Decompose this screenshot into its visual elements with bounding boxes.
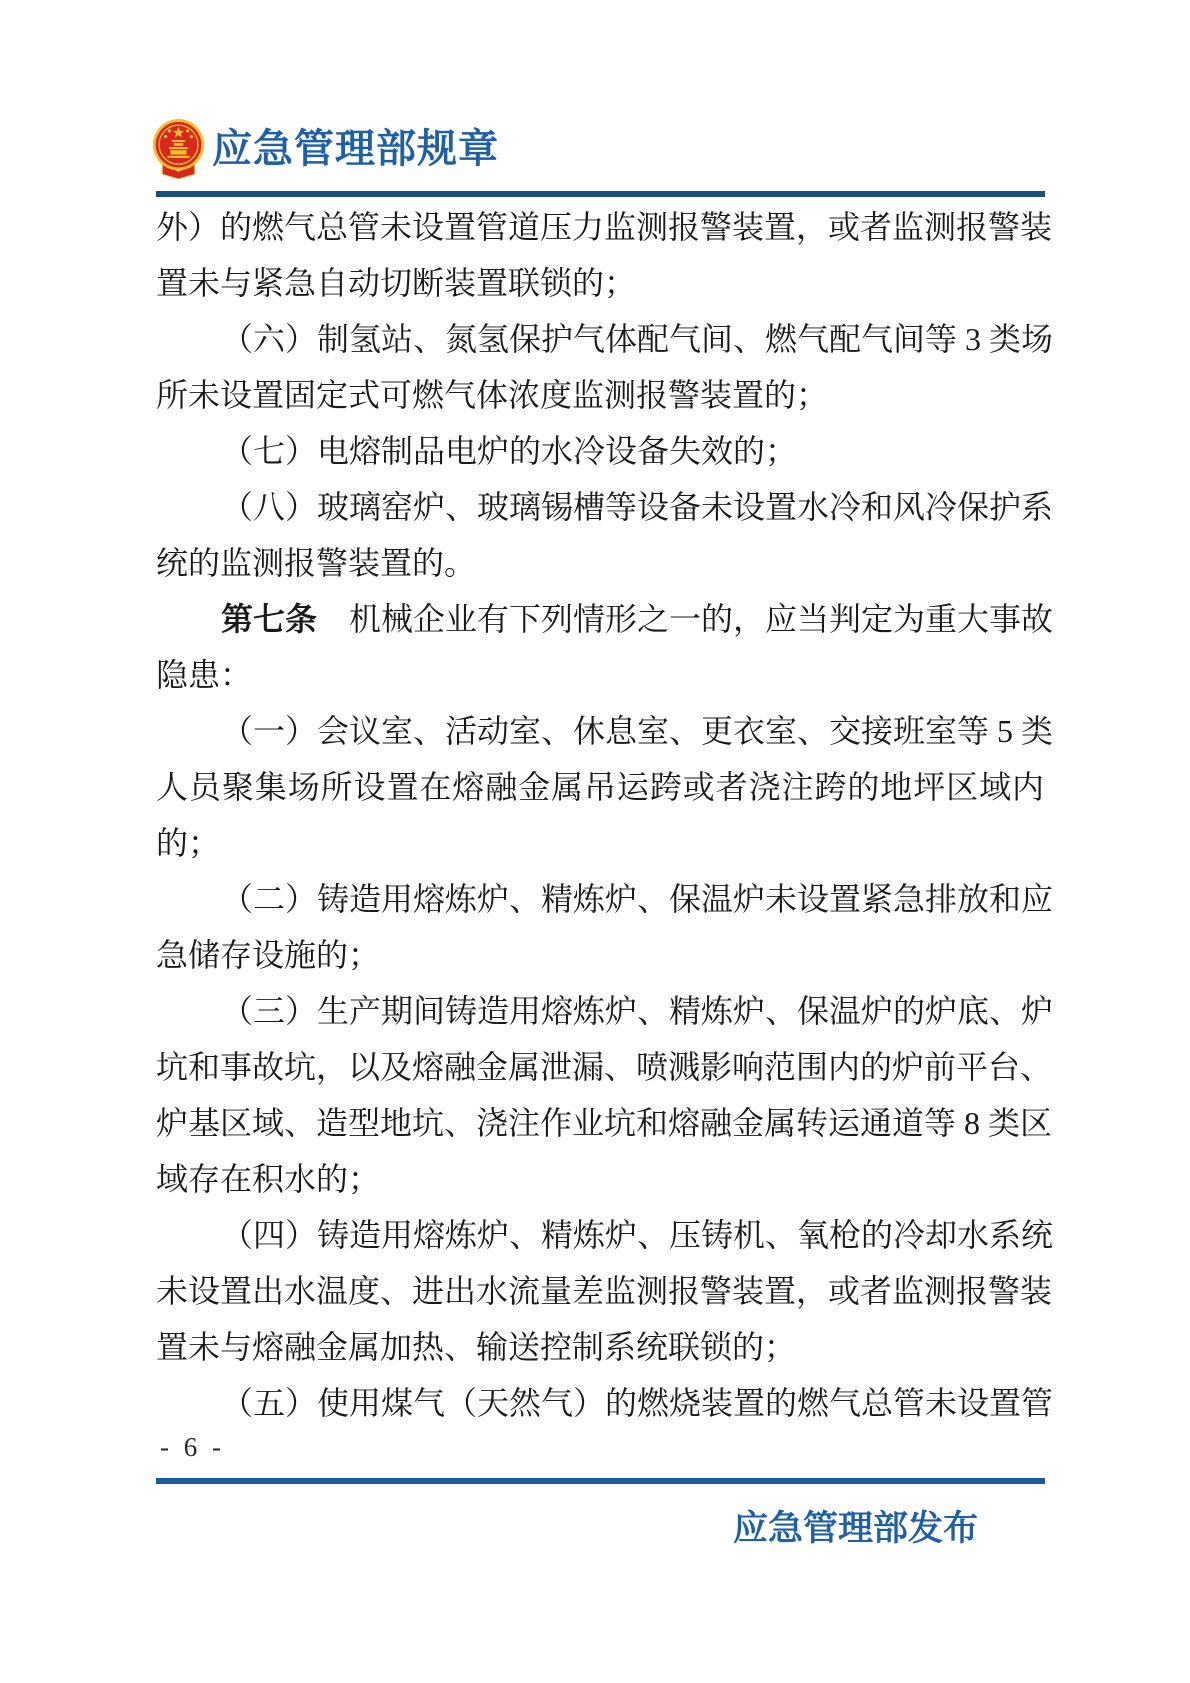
body-line: （五）使用煤气（天然气）的燃烧装置的燃气总管未设置管 xyxy=(221,1385,1054,1421)
body-line: 统的监测报警装置的。 xyxy=(156,545,477,581)
page-number: - 6 - xyxy=(160,1432,225,1462)
body-line: （二）铸造用熔炼炉、精炼炉、保温炉未设置紧急排放和应 xyxy=(221,881,1054,917)
body-line: （六）制氢站、氮氢保护气体配气间、燃气配气间等 3 类场 xyxy=(221,321,1054,357)
body-line: 的； xyxy=(156,825,221,861)
body-line: 隐患： xyxy=(156,657,253,693)
body-line: 急储存设施的； xyxy=(156,937,381,973)
article-number: 第七条 xyxy=(221,601,318,637)
national-emblem-icon xyxy=(150,118,207,179)
publisher-label: 应急管理部发布 xyxy=(732,1509,978,1548)
body-line: 第七条 机械企业有下列情形之一的，应当判定为重大事故 xyxy=(221,601,1054,637)
body-line: 置未与熔融金属加热、输送控制系统联锁的； xyxy=(156,1329,797,1365)
body-line: （七）电熔制品电炉的水冷设备失效的； xyxy=(221,433,798,469)
body-line: 炉基区域、造型地坑、浇注作业坑和熔融金属转运通道等 8 类区 xyxy=(156,1105,1053,1141)
body-line: 外）的燃气总管未设置管道压力监测报警装置，或者监测报警装 xyxy=(156,209,1053,245)
body-text xyxy=(156,199,1054,1431)
footer-divider xyxy=(156,1478,1045,1484)
body-line: （一）会议室、活动室、休息室、更衣室、交接班室等 5 类 xyxy=(221,713,1054,749)
body-line: 未设置出水温度、进出水流量差监测报警装置，或者监测报警装 xyxy=(156,1273,1053,1309)
body-line: 置未与紧急自动切断装置联锁的； xyxy=(156,265,637,301)
header-divider xyxy=(156,191,1045,197)
page-header-title: 应急管理部规章 xyxy=(212,127,499,171)
body-line: 域存在积水的； xyxy=(156,1161,381,1197)
body-line: 坑和事故坑，以及熔融金属泄漏、喷溅影响范围内的炉前平台、 xyxy=(156,1049,1053,1085)
body-line: 所未设置固定式可燃气体浓度监测报警装置的； xyxy=(156,377,829,413)
body-line: （四）铸造用熔炼炉、精炼炉、压铸机、氧枪的冷却水系统 xyxy=(221,1217,1054,1253)
body-line: （八）玻璃窑炉、玻璃锡槽等设备未设置水冷和风冷保护系 xyxy=(221,489,1054,525)
body-line: （三）生产期间铸造用熔炼炉、精炼炉、保温炉的炉底、炉 xyxy=(221,993,1054,1029)
body-line: 人员聚集场所设置在熔融金属吊运跨或者浇注跨的地坪区域内 xyxy=(156,769,1044,805)
